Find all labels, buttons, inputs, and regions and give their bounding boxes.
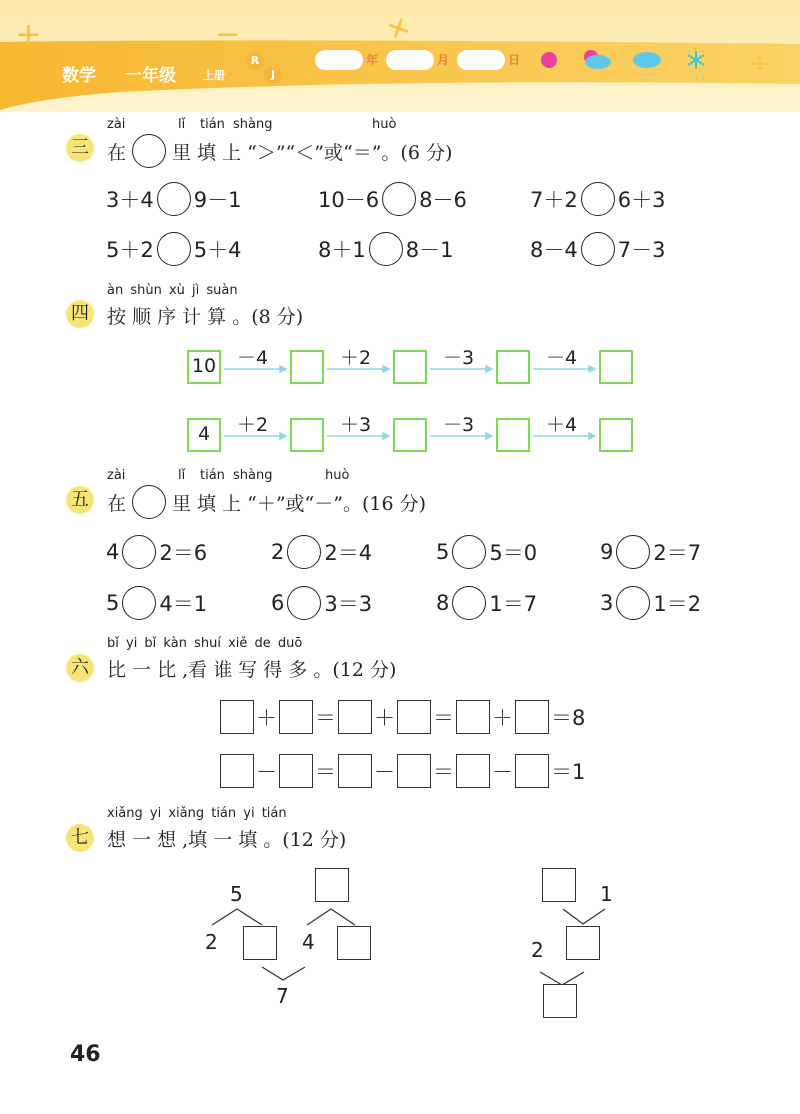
s3-item-right: 9－1 [193, 188, 242, 212]
tree-1-middle-number: 4 [302, 930, 315, 954]
chain-1-op-1: －4 [237, 347, 269, 369]
s3-pinyin-shang: shàng [233, 117, 273, 132]
volume-label: 上册 [203, 69, 225, 82]
chain-1-start: 10 [187, 350, 221, 384]
section-3-badge: 三 [66, 134, 94, 162]
op-sign: ＋ [256, 706, 277, 730]
op-sign: ＋ [374, 706, 395, 730]
tree-2-right-number: 1 [600, 882, 613, 906]
s5-rest: 2＝7 [653, 541, 702, 565]
s5-pinyin-shang: shàng [233, 468, 273, 483]
s5-operand: 5 [106, 591, 120, 615]
op-sign: － [492, 760, 513, 784]
s5-operand: 8 [436, 591, 450, 615]
page-number: 46 [70, 1042, 101, 1067]
s5-rest: 2＝6 [159, 541, 208, 565]
s5-rest: 5＝0 [489, 541, 538, 565]
eq-sign: ＝ [315, 760, 336, 784]
s5-rest: 3＝3 [324, 592, 373, 616]
eq-sign: ＝ [433, 760, 454, 784]
result-label: ＝1 [551, 760, 586, 784]
svg-text:+: + [379, 4, 418, 50]
s5-operand: 9 [600, 540, 614, 564]
section-7-badge: 七 [66, 824, 94, 852]
chain-2-op-1: ＋2 [237, 414, 269, 436]
s5-rest: 1＝7 [489, 592, 538, 616]
s3-item-left: 8＋1 [318, 238, 366, 262]
section-7-heading: 想 一 想 ,填 一 填 。(12 分) [107, 829, 347, 851]
s3-item-right: 5＋4 [193, 238, 242, 262]
day-label: 日 [508, 53, 521, 67]
s3-item-right: 7－3 [617, 238, 666, 262]
op-sign: － [374, 760, 395, 784]
subject-label: 数学 [62, 66, 96, 86]
s5-pinyin-tian: tián [200, 468, 225, 483]
chain-1-op-4: －4 [546, 347, 578, 369]
section-6-heading: 比 一 比 ,看 谁 写 得 多 。(12 分) [107, 659, 397, 681]
svg-text:+: + [15, 15, 42, 53]
s5-rest: 4＝1 [159, 592, 208, 616]
s3-item-left: 3＋4 [106, 188, 154, 212]
chain-1-op-3: －3 [443, 347, 475, 369]
tree-1-left-number: 2 [205, 930, 218, 954]
s5-operand: 6 [271, 591, 285, 615]
section-4-heading: 按 顺 序 计 算 。(8 分) [107, 306, 304, 328]
s3-pinyin-tian: tián [200, 117, 225, 132]
s3-item-left: 7＋2 [530, 188, 578, 212]
tree-1-top-box[interactable] [315, 868, 349, 902]
grade-label: 一年级 [125, 66, 176, 86]
year-label: 年 [366, 53, 379, 67]
op-sign: ＋ [492, 706, 513, 730]
s5-pinyin-li: lǐ [178, 468, 186, 483]
op-sign: － [256, 760, 277, 784]
s5-operand: 5 [436, 540, 450, 564]
s5-pinyin-huo: huò [325, 468, 350, 483]
s5-heading-post: 里 填 上 “＋”或“－”。(16 分) [172, 492, 427, 515]
s5-operand: 4 [106, 540, 120, 564]
s3-heading-post: 里 填 上 “＞”“＜”或“＝”。(6 分) [172, 141, 453, 164]
s3-item-left: 5＋2 [106, 238, 154, 262]
s3-heading-pre: 在 [107, 141, 127, 164]
s3-item-right: 8－6 [419, 188, 467, 212]
s3-pinyin-zai: zài [107, 117, 126, 132]
s5-heading-pre: 在 [107, 492, 127, 515]
section-6-badge: 六 [66, 654, 94, 682]
tree-2-middle-box[interactable] [566, 926, 600, 960]
s5-operand: 3 [600, 591, 614, 615]
s4-pinyin: àn shùn xù jì suàn [107, 283, 238, 298]
tree-1-bottom-number: 7 [276, 984, 289, 1008]
chain-1-op-2: ＋2 [340, 347, 372, 369]
tree-1-middle-box[interactable] [243, 926, 277, 960]
chain-2-op-3: －3 [443, 414, 475, 436]
section-4-badge: 四 [66, 300, 94, 328]
badge-r: R [246, 52, 264, 70]
s3-item-right: 8－1 [405, 238, 454, 262]
s5-rest: 1＝2 [653, 592, 702, 616]
s3-item-left: 10－6 [318, 188, 380, 212]
s3-pinyin-li: lǐ [178, 117, 186, 132]
s3-item-right: 6＋3 [617, 188, 666, 212]
eq-sign: ＝ [315, 706, 336, 730]
svg-text:−: − [215, 17, 241, 52]
section-5-badge: 五 [66, 486, 94, 514]
tree-2-left-number: 2 [531, 938, 544, 962]
s3-item-left: 8－4 [530, 238, 578, 262]
chain-2-start: 4 [187, 418, 221, 452]
month-label: 月 [437, 53, 450, 67]
chain-2-op-2: ＋3 [340, 414, 372, 436]
s5-rest: 2＝4 [324, 541, 373, 565]
s3-pinyin-huo: huò [372, 117, 397, 132]
tree-1-right-box[interactable] [337, 926, 371, 960]
eq-sign: ＝ [433, 706, 454, 730]
s5-operand: 2 [271, 540, 285, 564]
chain-2-op-4: ＋4 [546, 414, 578, 436]
tree-2-bottom-box[interactable] [543, 984, 577, 1018]
s7-pinyin: xiǎng yi xiǎng tián yi tián [107, 806, 287, 821]
tree-1-top-number: 5 [230, 882, 243, 906]
s6-pinyin: bǐ yi bǐ kàn shuí xiě de duō [107, 636, 303, 651]
tree-2-top-box[interactable] [542, 868, 576, 902]
svg-text:÷: ÷ [748, 46, 772, 79]
result-label: ＝8 [551, 706, 586, 730]
badge-j: J [264, 66, 282, 84]
s5-pinyin-zai: zài [107, 468, 126, 483]
